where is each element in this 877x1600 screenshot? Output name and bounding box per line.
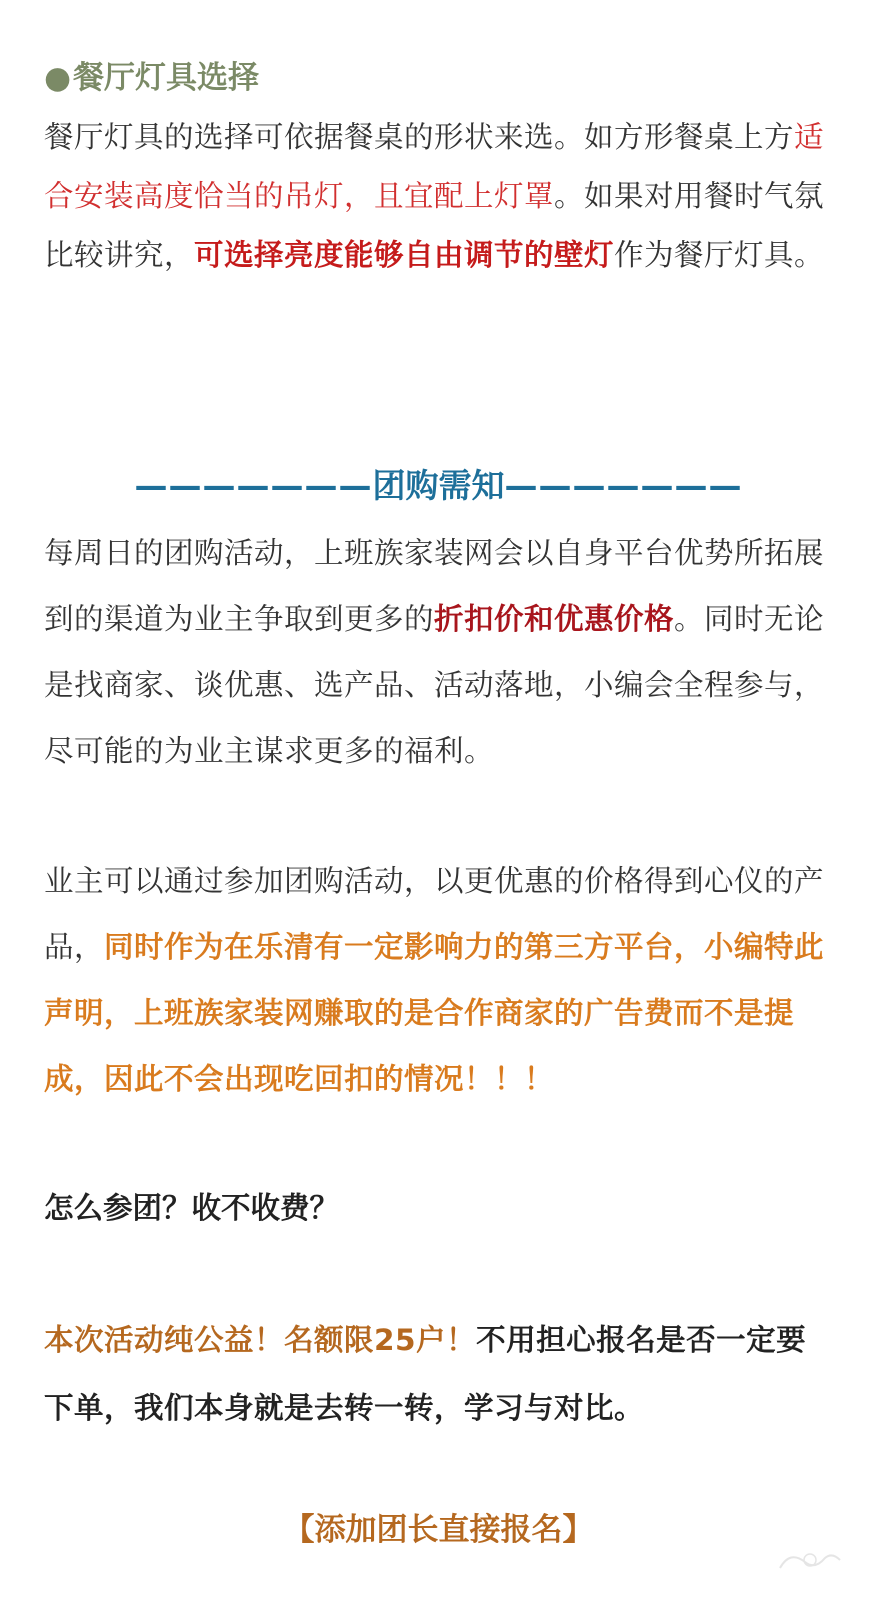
group-buy-divider xyxy=(0,458,877,514)
section-heading xyxy=(44,52,259,104)
paragraph-text: 。如果对用餐时气氛比较讲究， xyxy=(44,179,825,272)
highlight-free-limit: 本次活动纯公益！名额限25户！ xyxy=(44,1323,477,1357)
highlight-pendant-lamp: 适合安装高度恰当的吊灯，且宜配上灯罩 xyxy=(44,120,825,213)
faq-question: 怎么参团？收不收费？ xyxy=(44,1191,340,1225)
highlight-wall-lamp: 可选择亮度能够自由调节的壁灯 xyxy=(194,238,615,272)
divider-line-left: ——————— xyxy=(134,466,373,505)
bullet-dot-icon: ● xyxy=(44,60,72,96)
paragraph-text: 餐厅灯具的选择可依据餐桌的形状来选。如方形餐桌上方 xyxy=(44,120,795,154)
signup-cta[interactable]: 【添加团长直接报名】 xyxy=(283,1512,594,1548)
highlight-statement: 同时作为在乐清有一定影响力的第三方平台，小编特此声明，上班族家装网赚取的是合作商家的广告费而不是提成，因此不会出现吃回扣的情况！！！ xyxy=(44,930,825,1096)
paragraph-text: 每周日的团购活动，上班族家装网会以自身平台优势所拓展到的渠道为业主争取到更多的 xyxy=(44,536,825,636)
paragraph-text: 不用担心报名是否一定要下单，我们本身就是去转一转，学习与对比。 xyxy=(44,1323,807,1425)
divider-title: 团购需知 xyxy=(372,466,505,505)
paragraph-text: 业主可以通过参加团购活动，以更优惠的价格得到心仪的产品， xyxy=(44,864,825,964)
paragraph-text: 。同时无论是找商家、谈优惠、选产品、活动落地，小编会全程参与，尽可能的为业主谋求更多的福利。 xyxy=(44,602,825,768)
free-activity-paragraph xyxy=(44,1306,836,1442)
dining-light-paragraph xyxy=(44,108,836,285)
paragraph-text: 作为餐厅灯具。 xyxy=(614,238,825,272)
highlight-discount: 折扣价和优惠价格 xyxy=(434,602,675,636)
divider-line-right: ——————— xyxy=(504,466,743,505)
group-buy-paragraph xyxy=(44,520,836,784)
section-title: 餐厅灯具选择 xyxy=(73,60,260,96)
statement-paragraph xyxy=(44,848,836,1112)
watermark-logo-icon xyxy=(770,1540,850,1580)
